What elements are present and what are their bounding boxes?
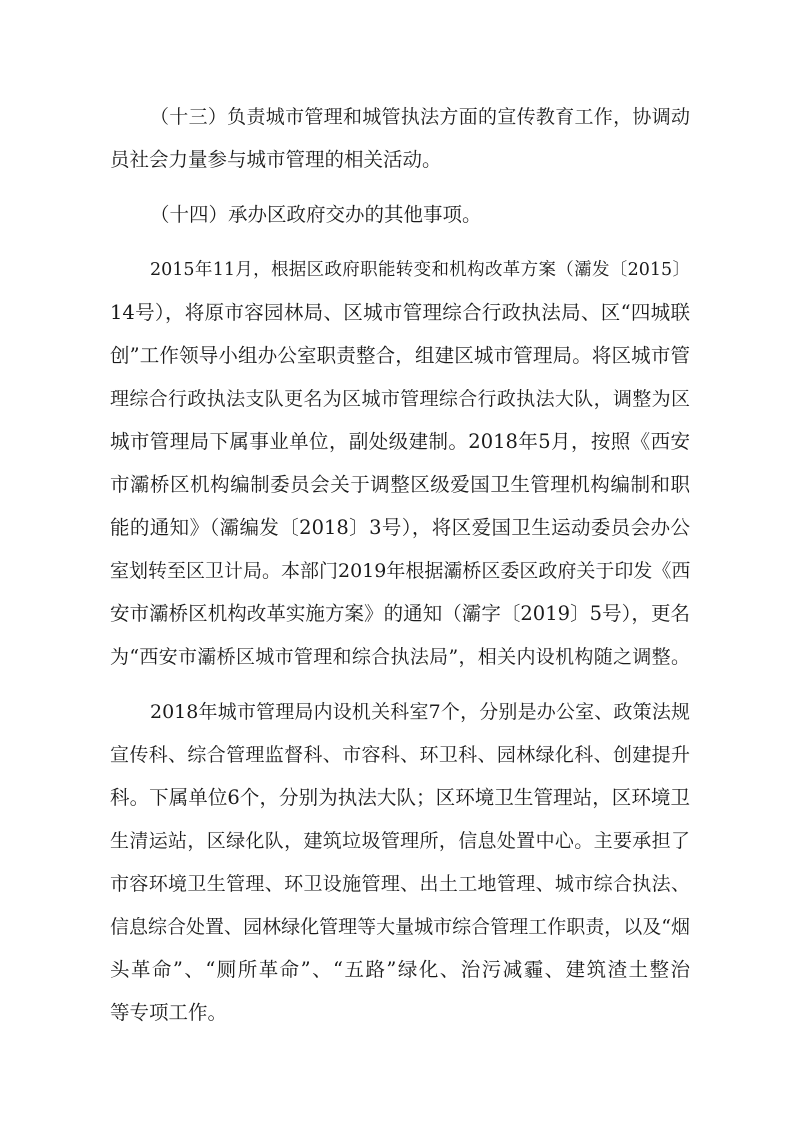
paragraph-line: 生清运站，区绿化队，建筑垃圾管理所，信息处置中心。主要承担了 [110, 830, 690, 852]
paragraph-line: 能的通知》（灞编发〔2018〕3号），将区爱国卫生运动委员会办公 [110, 516, 690, 539]
paragraph-line: 理综合行政执法支队更名为区城市管理综合行政执法大队，调整为区 [110, 388, 690, 410]
paragraph-line: 市容环境卫生管理、环卫设施管理、出土工地管理、城市综合执法、 [110, 873, 690, 895]
paragraph-line: （十四）承办区政府交办的其他事项。 [150, 203, 482, 226]
paragraph-line: 宣传科、综合管理监督科、市容科、环卫科、园林绿化科、创建提升 [110, 744, 690, 766]
paragraph-line: 为“西安市灞桥区城市管理和综合执法局”，相关内设机构随之调整。 [110, 646, 690, 668]
paragraph-line: 等专项工作。 [110, 1001, 228, 1024]
paragraph-line: 头革命”、“厕所革命”、“五路”绿化、治污减霾、建筑渣土整治 [110, 958, 690, 981]
paragraph-line: 信息综合处置、园林绿化管理等大量城市综合管理工作职责，以及“烟 [110, 916, 690, 938]
paragraph-line: 室划转至区卫计局。本部门2019年根据灞桥区委区政府关于印发《西 [110, 560, 691, 582]
paragraph-line: 科。下属单位6个，分别为执法大队；区环境卫生管理站，区环境卫 [110, 786, 690, 809]
paragraph-line: 14号），将原市容园林局、区城市管理综合行政执法局、区“四城联 [110, 301, 690, 324]
paragraph-line: 员社会力量参与城市管理的相关活动。 [110, 148, 442, 171]
paragraph-line: 城市管理局下属事业单位，副处级建制。2018年5月，按照《西安 [110, 430, 690, 453]
paragraph-line: 市灞桥区机构编制委员会关于调整区级爱国卫生管理机构编制和职 [110, 473, 690, 496]
paragraph-line: 2015年11月，根据区政府职能转变和机构改革方案（灞发〔2015〕 [150, 260, 690, 280]
paragraph-line: （十三）负责城市管理和城管执法方面的宣传教育工作，协调动 [150, 106, 690, 128]
paragraph-line: 创”工作领导小组办公室职责整合，组建区城市管理局。将区城市管 [110, 344, 690, 367]
paragraph-line: 2018年城市管理局内设机关科室7个，分别是办公室、政策法规 [150, 701, 690, 723]
paragraph-line: 安市灞桥区机构改革实施方案》的通知（灞字〔2019〕5号），更名 [110, 602, 690, 625]
